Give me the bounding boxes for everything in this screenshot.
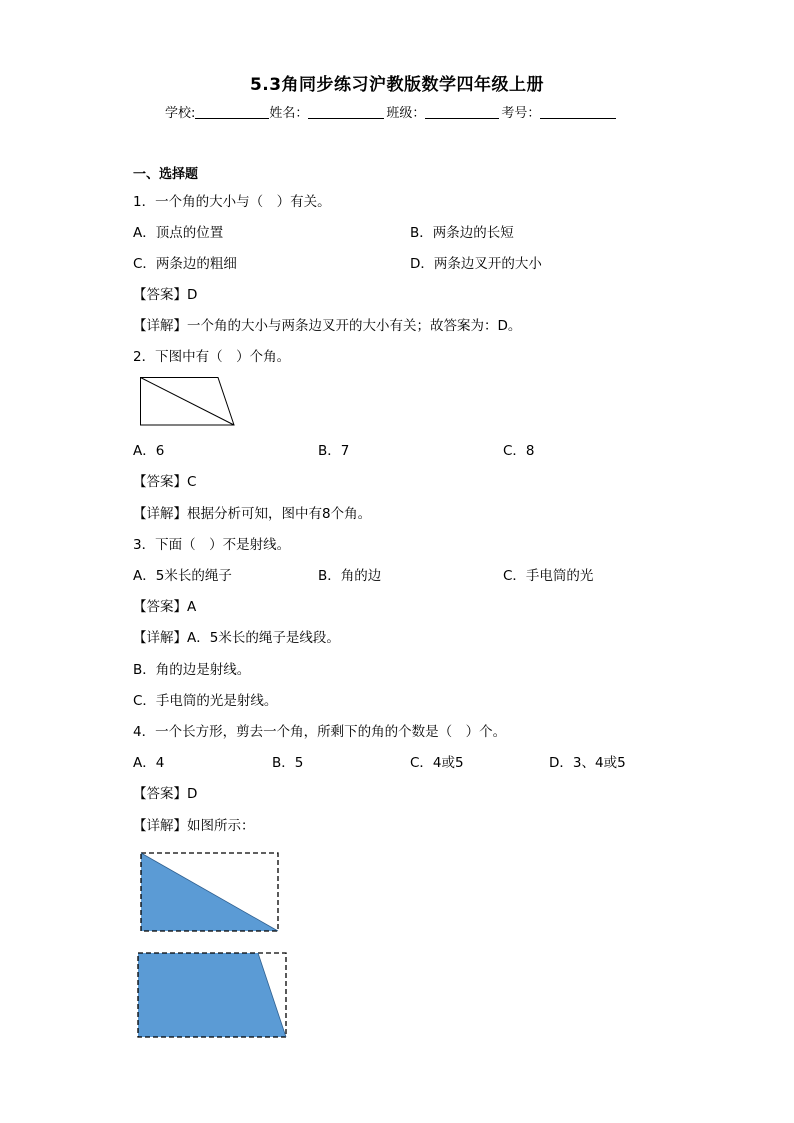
question-4-answer: 【答案】D [133, 786, 198, 802]
question-4-stem: 4．一个长方形，剪去一个角，所剩下的角的个数是（ ）个。 [133, 724, 507, 740]
question-1-option-b: B．两条边的长短 [410, 225, 514, 241]
question-2-answer: 【答案】C [133, 474, 197, 490]
question-3-explanation-b: B．角的边是射线。 [133, 662, 251, 678]
question-2-stem: 2．下图中有（ ）个角。 [133, 349, 291, 365]
question-3-stem: 3．下面（ ）不是射线。 [133, 537, 291, 553]
exam-no-blank [540, 104, 616, 119]
question-2-option-b: B．7 [318, 443, 350, 459]
class-label: 班级： [386, 106, 426, 121]
section-title: 一、选择题 [133, 167, 199, 182]
cut-rectangle-triangle-figure [140, 852, 282, 934]
question-4-option-b: B．5 [272, 755, 304, 771]
class-blank [425, 104, 499, 119]
question-1-option-c: C．两条边的粗细 [133, 256, 237, 272]
question-4-option-d: D．3、4或5 [549, 755, 626, 771]
question-4-explanation: 【详解】如图所示： [133, 818, 255, 834]
question-1-option-d: D．两条边叉开的大小 [410, 256, 542, 272]
question-3-option-b: B．角的边 [318, 568, 382, 584]
question-3-option-c: C．手电筒的光 [503, 568, 594, 584]
question-2-option-a: A．6 [133, 443, 165, 459]
cut-rectangle-trapezoid-figure [137, 952, 289, 1040]
trapezoid-figure [140, 377, 236, 427]
question-2-explanation: 【详解】根据分析可知，图中有8个角。 [133, 506, 372, 522]
question-2-option-c: C．8 [503, 443, 535, 459]
question-4-option-c: C．4或5 [410, 755, 464, 771]
question-4-option-a: A．4 [133, 755, 165, 771]
student-info-row [165, 102, 616, 121]
name-blank [308, 104, 384, 119]
exam-no-label: 考号： [501, 106, 541, 121]
school-blank [195, 104, 269, 119]
question-1-explanation: 【详解】一个角的大小与两条边叉开的大小有关；故答案为：D。 [133, 318, 522, 334]
page-title: 5.3角同步练习沪教版数学四年级上册 [249, 75, 545, 95]
question-3-option-a: A．5米长的绳子 [133, 568, 232, 584]
question-3-answer: 【答案】A [133, 599, 197, 615]
question-1-stem: 1．一个角的大小与（ ）有关。 [133, 194, 331, 210]
question-1-option-a: A．顶点的位置 [133, 225, 224, 241]
question-3-explanation-a: 【详解】A．5米长的绳子是线段。 [133, 630, 340, 646]
school-label: 学校: [165, 106, 196, 121]
question-1-answer: 【答案】D [133, 287, 198, 303]
name-label: 姓名： [269, 106, 309, 121]
question-3-explanation-c: C．手电筒的光是射线。 [133, 693, 278, 709]
